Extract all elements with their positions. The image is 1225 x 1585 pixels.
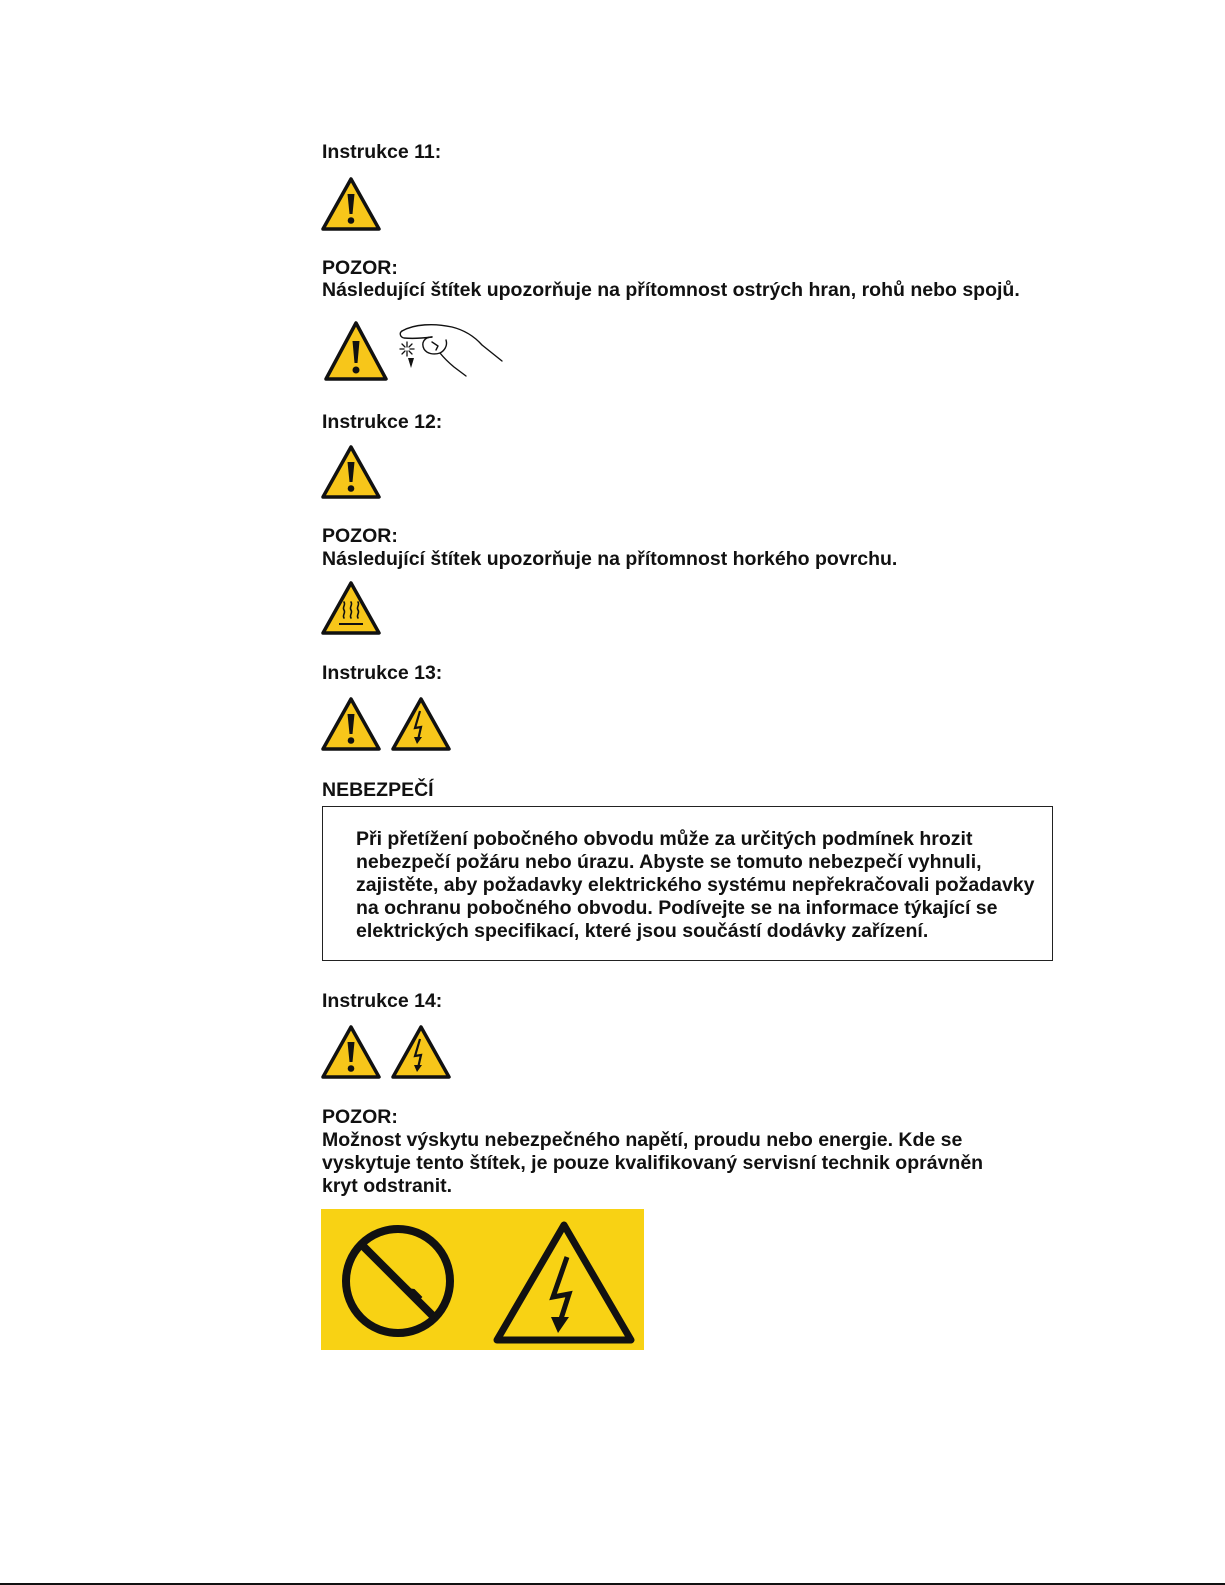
danger-text-line: nebezpečí požáru nebo úrazu. Abyste se tomuto nebezpečí vyhnuli, xyxy=(356,851,982,873)
danger-text-line: Při přetížení pobočného obvodu může za určitých podmínek hrozit xyxy=(356,828,973,850)
statement-12-heading: Instrukce 12: xyxy=(322,411,443,433)
caution-text: Následující štítek upozorňuje na přítomnost ostrých hran, rohů nebo spojů. xyxy=(322,279,1020,301)
hazard-label-panel xyxy=(321,1209,644,1350)
caution-text: Následující štítek upozorňuje na přítomnost horkého povrchu. xyxy=(322,548,898,570)
hot-surface-icon xyxy=(320,580,382,636)
warning-triangle-icon xyxy=(320,1024,382,1080)
caution-text-line: vyskytuje tento štítek, je pouze kvalifikovaný servisní technik oprávněn xyxy=(322,1152,984,1174)
sharp-edge-hand-icon xyxy=(394,318,504,384)
warning-triangle-icon xyxy=(320,176,382,232)
caution-text-line: Možnost výskytu nebezpečného napětí, proudu nebo energie. Kde se xyxy=(322,1129,963,1151)
warning-triangle-icon xyxy=(323,320,389,382)
danger-label: NEBEZPEČÍ xyxy=(322,779,434,801)
warning-triangle-icon xyxy=(320,696,382,752)
danger-text-line: na ochranu pobočného obvodu. Podívejte se na informace týkající se xyxy=(356,897,998,919)
danger-text-line: elektrických specifikací, které jsou součástí dodávky zařízení. xyxy=(356,920,929,942)
caution-text-line: kryt odstranit. xyxy=(322,1175,453,1197)
caution-label: POZOR: xyxy=(322,257,398,279)
warning-triangle-icon xyxy=(320,444,382,500)
danger-text-line: zajistěte, aby požadavky elektrického systému nepřekračovali požadavky xyxy=(356,874,1035,896)
electrical-hazard-icon xyxy=(390,1024,452,1080)
statement-13-heading: Instrukce 13: xyxy=(322,662,443,684)
statement-11-heading: Instrukce 11: xyxy=(322,141,442,163)
danger-notice-box xyxy=(322,806,1053,961)
statement-14-heading: Instrukce 14: xyxy=(322,990,443,1012)
electrical-hazard-icon xyxy=(390,696,452,752)
caution-label: POZOR: xyxy=(322,525,398,547)
caution-label: POZOR: xyxy=(322,1106,398,1128)
